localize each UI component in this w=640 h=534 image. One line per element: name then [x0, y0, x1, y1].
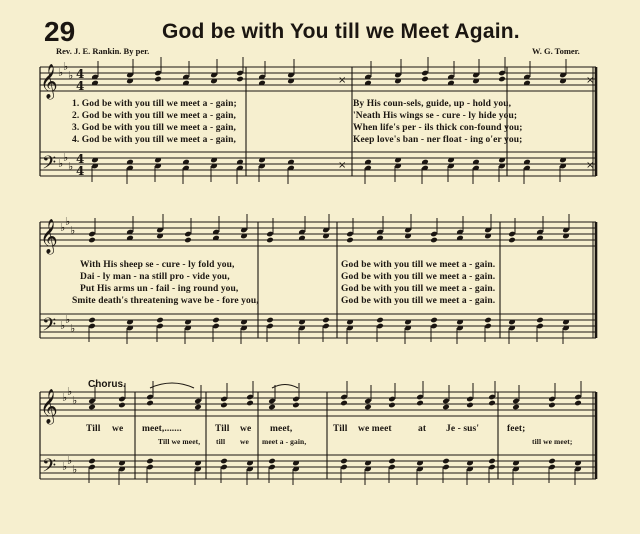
- note-head: [430, 237, 438, 244]
- note-head: [574, 400, 582, 407]
- verse-3-line-4: God be with you till we meet a - gain.: [341, 284, 496, 294]
- hymn-number: 29: [44, 16, 76, 47]
- rest-icon: ×: [338, 75, 347, 86]
- chorus-lyric: Till: [333, 424, 348, 434]
- tie-arc: [272, 385, 298, 389]
- note-head: [508, 237, 516, 244]
- chorus-lyric-lower: meet a - gain,: [262, 437, 307, 446]
- time-signature: 4: [76, 79, 85, 93]
- verse-2-line-3: Dai - ly man - na still pro - vide you,: [80, 272, 230, 282]
- flat-icon: ♭: [67, 454, 73, 467]
- note-head: [488, 458, 496, 465]
- flat-icon: ♭: [72, 463, 78, 476]
- note-head: [346, 237, 354, 244]
- chorus-lyric: meet,: [270, 424, 293, 434]
- chorus-lyric: meet,.......: [142, 424, 182, 434]
- note-head: [364, 404, 372, 411]
- verse-4-line-2: Keep love's ban - ner float - ing o'er you;: [353, 135, 523, 145]
- note-head: [466, 402, 474, 409]
- note-head: [88, 404, 96, 411]
- verse-4-line-4: God be with you till we meet a - gain.: [341, 296, 496, 306]
- note-head: [484, 317, 492, 324]
- note-head: [340, 458, 348, 465]
- note-head: [416, 400, 424, 407]
- note-head: [268, 404, 276, 411]
- note-head: [322, 317, 330, 324]
- composer-credit: W. G. Tomer.: [532, 46, 580, 56]
- time-signature: 4: [76, 164, 85, 178]
- flat-icon: ♭: [72, 394, 78, 407]
- note-head: [154, 76, 162, 83]
- note-head: [212, 317, 220, 324]
- chorus-lyric: we meet: [358, 424, 392, 434]
- chorus-lyric: Je - sus': [446, 424, 480, 434]
- time-signature: 4: [76, 67, 85, 81]
- treble-clef-icon: 𝄞: [40, 219, 58, 254]
- note-head: [146, 458, 154, 465]
- chorus-lyric: Till: [86, 424, 101, 434]
- chorus-lyric: we: [112, 424, 124, 434]
- rest-icon: ×: [338, 160, 347, 171]
- chorus-lyric-lower: Till we meet,: [158, 437, 201, 446]
- note-head: [388, 458, 396, 465]
- note-head: [118, 402, 126, 409]
- note-head: [421, 76, 429, 83]
- flat-icon: ♭: [63, 60, 69, 73]
- note-head: [548, 402, 556, 409]
- note-head: [488, 400, 496, 407]
- treble-clef-icon: 𝄞: [40, 64, 58, 99]
- note-head: [268, 458, 276, 465]
- flat-icon: ♭: [70, 224, 76, 237]
- verse-4-line-3: Smite death's threatening wave be - fore you,: [72, 296, 259, 306]
- chorus-label: Chorus.: [88, 379, 126, 390]
- note-head: [266, 317, 274, 324]
- note-head: [292, 402, 300, 409]
- time-signature: 4: [76, 152, 85, 166]
- note-head: [442, 458, 450, 465]
- note-head: [88, 237, 96, 244]
- verse-1-line-2: By His coun-sels, guide, up - hold you,: [353, 99, 512, 109]
- hymn-title: God be with You till we Meet Again.: [162, 20, 520, 43]
- flat-icon: ♭: [58, 66, 64, 79]
- bass-clef-icon: 𝄢: [42, 315, 57, 340]
- verse-2-line-2: 'Neath His wings se - cure - ly hide you;: [353, 111, 518, 121]
- note-head: [194, 404, 202, 411]
- note-head: [220, 402, 228, 409]
- chorus-lyric: we: [240, 424, 252, 434]
- flat-icon: ♭: [67, 385, 73, 398]
- note-head: [88, 317, 96, 324]
- bass-clef-icon: 𝄢: [42, 456, 57, 481]
- author-credit: Rev. J. E. Rankin. By per.: [56, 46, 150, 56]
- treble-clef-icon: 𝄞: [40, 389, 58, 424]
- verse-3-line-1: 3. God be with you till we meet a - gain,: [72, 123, 237, 133]
- note-head: [536, 317, 544, 324]
- flat-icon: ♭: [65, 215, 71, 228]
- flat-icon: ♭: [60, 319, 66, 332]
- tie-arc: [150, 383, 194, 388]
- bass-clef-icon: 𝄢: [42, 153, 57, 178]
- verse-4-line-1: 4. God be with you till we meet a - gain,: [72, 135, 237, 145]
- note-head: [246, 400, 254, 407]
- note-head: [220, 458, 228, 465]
- verse-3-line-3: Put His arms un - fail - ing round you,: [80, 284, 239, 294]
- flat-icon: ♭: [60, 221, 66, 234]
- flat-icon: ♭: [68, 160, 74, 173]
- note-head: [498, 76, 506, 83]
- rest-icon: ×: [586, 160, 595, 171]
- note-head: [388, 402, 396, 409]
- note-head: [512, 404, 520, 411]
- verse-1-line-4: God be with you till we meet a - gain.: [341, 260, 496, 270]
- note-head: [88, 458, 96, 465]
- note-head: [442, 404, 450, 411]
- verse-3-line-2: When life's per - ils thick con-found you;: [353, 123, 523, 133]
- rest-icon: ×: [586, 75, 595, 86]
- note-head: [184, 237, 192, 244]
- note-head: [430, 317, 438, 324]
- chorus-lyric: at: [418, 424, 427, 434]
- chorus-lyric-lower: we: [240, 437, 249, 446]
- note-head: [156, 317, 164, 324]
- chorus-lyric: Till: [215, 424, 230, 434]
- verse-2-line-1: 2. God be with you till we meet a - gain,: [72, 111, 237, 121]
- verse-1-line-1: 1. God be with you till we meet a - gain;: [72, 99, 237, 109]
- flat-icon: ♭: [62, 460, 68, 473]
- verse-2-line-4: God be with you till we meet a - gain.: [341, 272, 496, 282]
- note-head: [548, 458, 556, 465]
- chorus-lyric-lower: till we meet;: [532, 437, 573, 446]
- flat-icon: ♭: [65, 313, 71, 326]
- flat-icon: ♭: [58, 157, 64, 170]
- flat-icon: ♭: [63, 151, 69, 164]
- note-head: [376, 317, 384, 324]
- chorus-lyric: feet;: [507, 424, 526, 434]
- chorus-lyric-lower: till: [216, 437, 226, 446]
- note-head: [236, 76, 244, 83]
- verse-1-line-3: With His sheep se - cure - ly fold you,: [80, 260, 235, 270]
- flat-icon: ♭: [68, 69, 74, 82]
- note-head: [266, 237, 274, 244]
- flat-icon: ♭: [62, 391, 68, 404]
- note-head: [340, 400, 348, 407]
- note-head: [146, 400, 154, 407]
- flat-icon: ♭: [70, 322, 76, 335]
